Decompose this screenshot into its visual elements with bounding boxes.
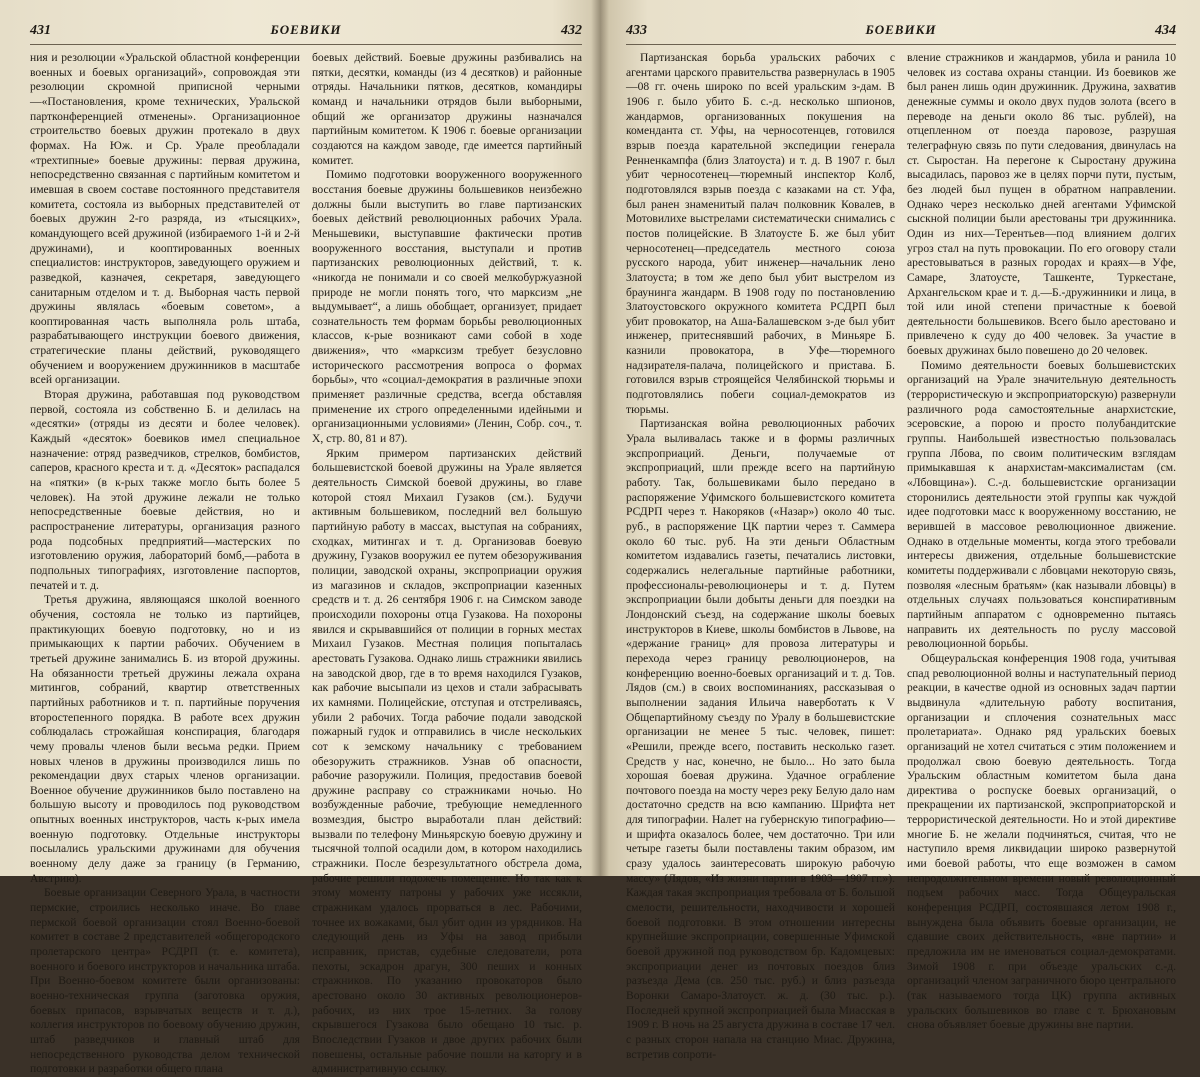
- paragraph: вление стражников и жандармов, убила и ранила 10 человек из состава охраны станции. Из боевиков же был ранен лишь один дружинник. Дружина, захватив денежные суммы и около двух пудов золота (всего в переводе на деньги около 86 тыс. рублей), на отцепленном от поезда паровозе, разрушая телеграфную связь по пути следования, двинулась на ст. Сыростан. На перегоне к Сыростану дружина высадилась, паровоз же в целях порчи пути, пустым, без людей был пущен в обратном направлении. Однако через несколько дней агентами Уфимской сыскной полиции были арестованы три дружинника. Один из них—Терентьев—под влиянием долгих угроз стал на путь провокации. По его оговору стали арестовываться в разных городах и краях—в Уфе, Самаре, Златоусте, Ташкенте, Туркестане, Архангельском крае и т. д.—Б.-дружинники и лица, в той или иной степени причастные к боевой деятельности большевиков. Всего было арестовано и привлечено к суду до 400 человек. За участие в боевых дружинах было повешено до 20 человек.: [907, 51, 1176, 358]
- page-number: 431: [30, 23, 51, 38]
- text-columns: [626, 51, 1176, 1061]
- page-number: 433: [626, 23, 647, 38]
- paragraph: Партизанская борьба уральских рабочих с агентами царского правительства развернулась в 1905—08 гг. очень широко по всей уральским з-дам. В 1906 г. было убито Б. с.-д. несколько шпионов, жандармов, организованных покушения на коменданта ст. Уфы, на черносотенцев, готовился взрыв поезда карательной экспедиции генерала Ренненкампфа (близ Златоуста) и т. д. В 1907 г. был убит черносотенец—тюремный инспектор Колб, подготовлялся взрыв поезда с казаками на ст. Уфа, был ранен знаменитый палач полковник Ковалев, в Мотовилихе выстрелами систематически снимались с постов полицейские. В Златоусте Б. же был убит черносотенец—председатель местного союза русского народа, убит инженер—начальник лено Златоуста; в том же депо был убит выстрелом из браунинга жандарм. В 1908 году по постановлению Златоустовского окружного комитета РСДРП был убит провокатор, на Аша-Балашевском з-де был убит инженер, притеснявший рабочих, в Миньяре Б. казнили провокатора, в Уфе—тюремного надзирателя-палача, полицейского и пристава. Б. готовился взрыв строящейся Челябинской тюрьмы и подготовлялись побеги социал-демократов из тюрьмы.: [626, 51, 895, 416]
- paragraph: Вторая дружина, работавшая под руководством первой, состояла из собственно Б. и делилась на «десятки» (отряды из десяти и более человек). Каждый «десяток» боевиков имел специальное назначение: отряд разведчиков, стрелков, бомбистов, саперов, красного креста и т. д. «Десяток» распадался на «пятки» (в к-рых также могло быть более 5 человек). На этой дружине лежали не только непосредственные боевые действия, но и распространение литературы, организация разного рода подсобных предприятий—мастерских по изготовлению оружия, лабораторий бомб,—работа в подпольных типографиях, изготовление паспортов, печатей и т. д.: [30, 388, 300, 592]
- text-column: [907, 51, 1176, 1032]
- text-column: [30, 51, 300, 1076]
- running-title: БОЕВИКИ: [865, 22, 937, 37]
- right-page: [600, 0, 1200, 1061]
- paragraph: Помимо деятельности боевых большевистских организаций на Урале значительную деятельность (террористическую и экспроприаторскую) развернули различного рода самостоятельные анархистские, эсеровские, а порою и просто полубандитские группы. Наибольшей известностью пользовалась группа Лбова, по своим политическим взглядам примыкавшая к анархистам-максималистам (см. «Лбовщина»). С.-д. большевистские организации сторонились деятельности этой группы как чуждой идее подготовки масс к вооруженному восстанию, не верившей в массовое революционное движение. Однако в отдельные моменты, когда этого требовали интересы движения, отдельные большевистские комитеты поддерживали с лбовцами некоторую связь, позволяя «лесным братьям» (как называли лбовцы) в отдельных случаях пользоваться конспиративным партийным аппаратом с одновременно пытаясь направить их деятельность по руслу массовой революционной борьбы.: [907, 358, 1176, 651]
- page-number: 432: [561, 23, 582, 38]
- running-title: БОЕВИКИ: [270, 22, 342, 37]
- paragraph: боевых действий. Боевые дружины разбивались на пятки, десятки, команды (из 4 десятков) и районные отряды. Начальники пятков, десятков, командиры команд и начальники отрядов были выборными, общий же организатор дружины назначался партийным комитетом. К 1906 г. боевые организации создаются на каждом заводе, где имеется партийный комитет.: [312, 51, 582, 167]
- running-head-left: [30, 22, 582, 45]
- left-page: [0, 0, 600, 1076]
- paragraph: Общеуральская конференция 1908 года, учитывая спад революционной волны и наступательный период реакции, в качестве одной из основных задач партии выдвинула «длительную работу воспитания, организации и сплочения сознательных масс пролетариата». Однако ряд уральских боевых организаций не хотел считаться с этим положением и продолжал свою боевую деятельность. Тогда Уральским областным комитетом была дана директива о роспуске боевых организаций, о прекращении их партизанской, экспроприаторской и террористической деятельности. Но и этой директиве многие Б. не желали подчиняться, считая, что не наступило время ликвидации широко развернутой ими боевой работы, что еще возможен в самом непродолжительном времени новый революционный подъем рабочих масс. Тогда Общеуральская конференция РСДРП, состоявшаяся летом 1908 г., вынуждена была объявить боевые организации, не сдавшие своих действительность, «вне партии» и предложила им не именоваться социал-демократами. Зимой 1908 г. при объезде уральских с.-д. организаций членом заграничного бюро центрального (так называемого тогда ЦК) группа активных уральских большевиков во главе с т. Брюхановым снова объявляет боевые дружины вне партии.: [907, 651, 1176, 1032]
- running-head-right: [626, 22, 1176, 45]
- paragraph: Третья дружина, являющаяся школой военного обучения, состояла не только из партийцев, практикующих боевую подготовку, но и из примыкающих к партии рабочих. Обучением в третьей дружине занимались Б. из второй дружины. На обязанности третьей дружины лежала охрана митингов, собраний, квартир ответственных партийных работников и т. п. партийные поручения второстепенного порядка. В работе всех дружин соблюдалась строжайшая конспирация, благодаря чему провалы членов были весьма редки. Прием новых членов в дружины производился лишь по рекомендации двух старых членов организации. Военное обучение дружинников было поставлено на большую высоту и проводилось под руководством опытных военных инструкторов, часть к-рых имела военную подготовку. Отдельные инструкторы посылались уральскими дружинами для обучения военному делу даже за границу (в Германию, Австрию).: [30, 593, 300, 885]
- paragraph: Боевые организации Северного Урала, в частности пермские, строились несколько иначе. Во главе пермской боевой организации стоял Военно-боевой комитет в составе 2 представителей «общегородского пролетарского центра» РСДРП (т. е. комитета), военного и боевого инструкторов и начальника штаба. При Военно-боевом комитете были организованы: военно-техническая группа (заготовка оружия, боевых припасов, взрывчатых веществ и т. д.), коллегия инструкторов по боевому обучению дружин, штаб разведчиков и главный штаб для непосредственного руководства делом технической подготовки и разработки общего плана: [30, 886, 300, 1076]
- paragraph: Партизанская война революционных рабочих Урала выливалась также и в формы различных экспроприаций. Деньги, получаемые от экспроприаций, шли прежде всего на партийную работу. Так, большевиками было передано в распоряжение Уфимского большевистского комитета РСДРП через т. Накоряков («Назар») около 40 тыс. руб., в распоряжение ЦК партии через т. Саммера около 60 тыс. руб. На эти деньги Областным комитетом издавались газеты, печатались листовки, содержались нелегальные партийные работники, профессионалы-революционеры и т. д. Путем экспроприации были добыты деньги для поездки на Лондонский съезд, на содержание школы боевых инструкторов в Киеве, школы бомбистов в Львове, на «держание границ» для провоза литературы и перехода через границу революционеров, на конференцию военно-боевых организаций и т. д. Тов. Лядов (см.) в своих воспоминаниях, рассказывая о выполнении задания Ильича наверботать к V Общепартийному съезду по Уралу в большевистские организации не менее 5 тыс. человек, пишет: «Решили, прежде всего, поставить несколько газет. Средств у нас, конечно, не было... Но зато была хорошая боевая дружина. Удачное ограбление почтового поезда на мосту через реку Белую дало нам достаточно средств на всю кампанию. Шрифта нет для типографии. Налет на губернскую типографию—и шрифта оказалось более, чем достаточно. Три или четыре газеты были поставлены таким образом, им сразу удалось заинтересовать широкую рабочую массу» (Лядов, «Из жизни партии в 1903—1907 гг.»). Каждая такая экспроприация требовала от Б. большой смелости, решительности, находчивости и хорошей боевой подготовки. В этом отношении интересны крупнейшие экспроприации, совершенные Уфимской боевой дружиной под руководством бр. Кадомцевых: экспроприации денег из почтовых поездов близ разъезда Дема (св. 250 тыс. руб.) и близ разъезда Воронки Самаро-Златоуст. ж. д. (30 тыс. р.). Последней крупной экспроприацией была Миасская в 1909 г. В ночь на 25 августа дружина в составе 17 чел. с разных сторон напала на станцию Миас. Дружина, встретив сопроти-: [626, 417, 895, 1061]
- paragraph: Помимо подготовки вооруженного вооруженного восстания боевые дружины большевиков неизбежно должны были выступить во главе партизанских боевых действий революционных рабочих Урала. Меньшевики, выступавшие фактически против вооруженного восстания, выступали и против партизанских революционных действий, т. к. «никогда не понимали и со своей мелкобуржуазной природе не могли понять того, что марксизм „не выдумывает“, а лишь обобщает, организует, придает сознательность тем формам борьбы революционных классов, к-рые возникают сами собой в ходе движения», что «марксизм требует безусловно исторического рассмотрения вопроса о формах борьбы», что «социал-демократия в различные эпохи применяет различные средства, всегда обставляя применение их строго определенными идейными и организационными условиями» (Ленин, Собр. соч., т. X, стр. 80, 81 и 87).: [312, 168, 582, 446]
- paragraph: ния и резолюции «Уральской областной конференции военных и боевых организаций», сопровождая эти резолюции скромной приписной черными—«Постановления, кроме технических, Уральской партконференцией отменены». Организационное строительство боевых дружин протекало в двух формах. На Юж. и Ср. Урале преобладали «трехтипные» боевые дружины: первая дружина, непосредственно связанная с партийным комитетом и имевшая в своем составе постоянного представителя комитета, состояла из выборных представителей от боевых дружин 2-го разряда, из «тысяцких», командующего всей дружиной (избираемого 1-й и 2-й дружинами), и кооптированных военных специалистов: инструкторов, заведующего оружием и разведкой, казначея, секретаря, заведующего санитарным отделом и т. д. Выборная часть первой дружины являлась «боевым советом», а кооптированная часть выполняла роль штаба, разрабатывающего инструкции боевого движения, стратегические планы действий, руководящего обучением и вооружением дружинников в масштабе всей организации.: [30, 51, 300, 387]
- paragraph: Ярким примером партизанских действий большевистской боевой дружины на Урале является деятельность Симской боевой дружины, во главе которой стоял Михаил Гузаков (см.). Будучи активным большевиком, последний вел большую партийную работу в массах, выступая на собраниях, сходках, митингах и т. д. Организовав боевую дружину, Гузаков вооружил ее путем обезоруживания полиции, заводской охраны, экспроприации оружия из магазинов и складов, экспроприации казенных средств и т. д. 26 сентября 1906 г. на Симском заводе происходили похороны отца Гузакова. На похороны явился и скрывавшийся от полиции в горных местах Михаил Гузаков. Местная полиция попыталась арестовать Гузакова. Однако лишь стражники явились на заводской двор, где в то время находился Гузаков, как рабочие высыпали из цехов и стали забрасывать их камнями. Полицейские, отступая и отстреливаясь, убили 2 рабочих. Тогда рабочие подали заводской пожарный гудок и отправились в числе нескольких сот к земскому начальнику с требованием обезоружить стражников. Узнав об опасности, рабочие разоружили. Полиция, предоставив боевой дружине расправу со стражниками ночью. Но возбужденные рабочие, требующие немедленного возмездия, быстро выработали план действий: вызвали по телефону Миньярскую боевую дружину и тысячной толпой осадили дом, в котором находились стражники. После безрезультатного обстрела дома, рабочие решили подожечь помещение. Но так как к этому моменту патроны у рабочих уже иссякли, стражникам удалось прорваться в лес. Рабочими, точнее их вожаками, был убит один из урядников. На следующий день из Уфы на завод прибыли исправник, пристав, судебные следователи, рота пехоты, эскадрон драгун, 300 пеших и конных стражников. По указанию провокаторов было арестовано около 30 активных революционеров-рабочих, из них трое 15-летних. За голову скрывшегося Гузакова было обещано 10 тыс. р. Впоследствии Гузаков и двое других рабочих были повешены, остальные рабочие пошли на каторгу и в административную ссылку.: [312, 446, 582, 1076]
- text-column: [626, 51, 895, 1061]
- text-columns: [30, 51, 582, 1076]
- page-number: 434: [1155, 23, 1176, 38]
- text-column: [312, 51, 582, 1076]
